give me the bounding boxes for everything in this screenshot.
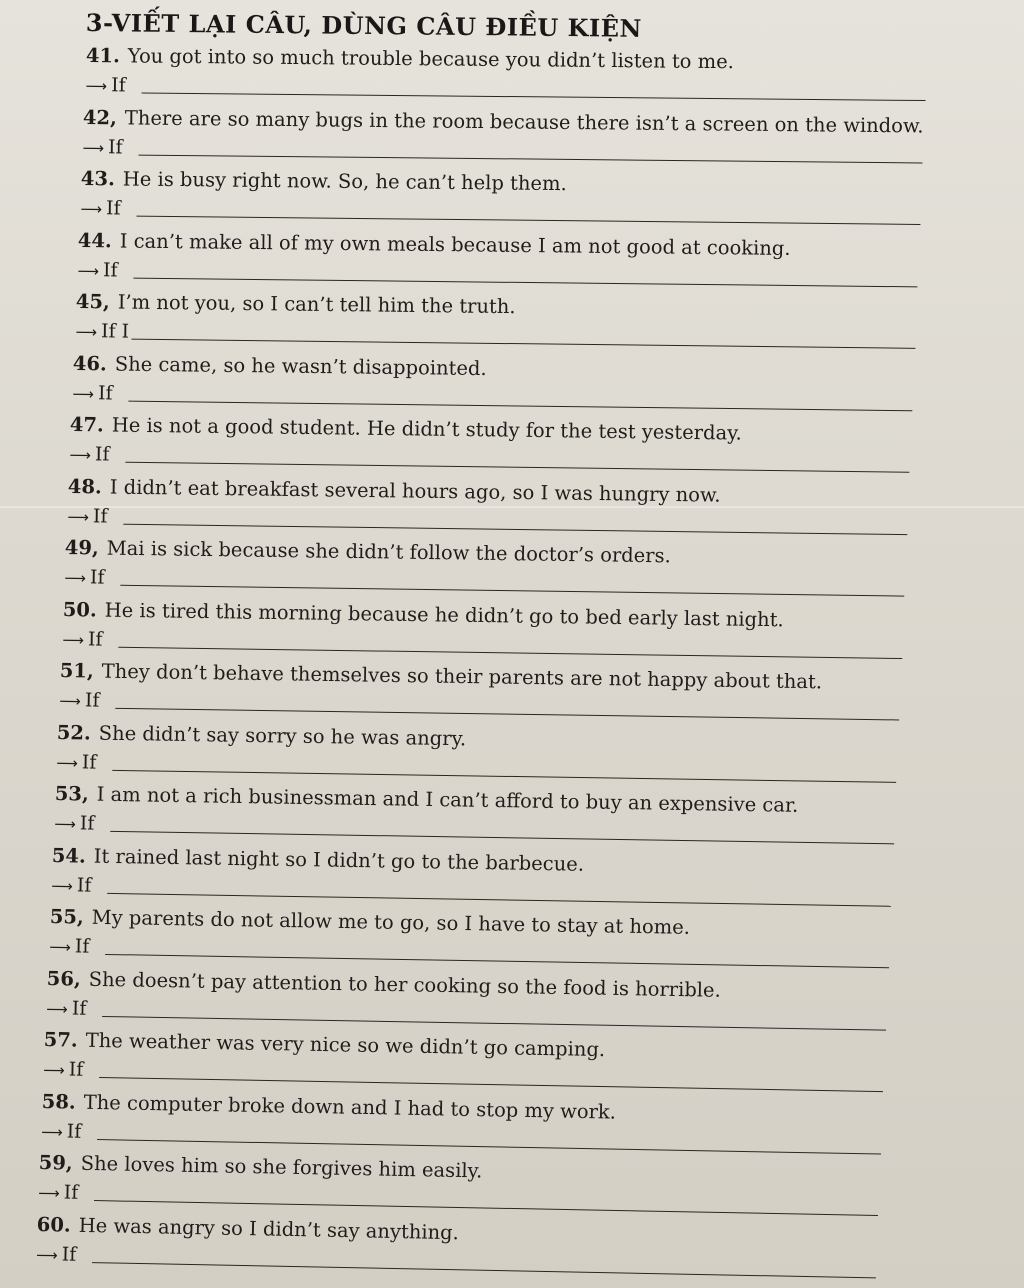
question-sentence: The weather was very nice so we didn’t go camping. bbox=[85, 1028, 606, 1062]
question-sentence: Mai is sick because she didn’t follow the doctor’s orders. bbox=[106, 536, 672, 568]
question-line bbox=[65, 536, 945, 572]
question-sentence: He is not a good student. He didn’t study for the test yesterday. bbox=[112, 413, 743, 445]
answer-blank-line[interactable] bbox=[136, 216, 920, 225]
question-line bbox=[78, 229, 958, 263]
exercise-item bbox=[62, 598, 943, 665]
answer-blank-line[interactable] bbox=[92, 1262, 876, 1278]
exercise-item bbox=[64, 536, 945, 602]
exercise-item bbox=[49, 905, 930, 974]
answer-blank-line[interactable] bbox=[118, 646, 902, 658]
answer-blank-line[interactable] bbox=[113, 769, 897, 782]
question-line bbox=[73, 352, 953, 387]
question-number: 57. bbox=[43, 1028, 79, 1052]
question-sentence: You got into so much trouble because you didn’t listen to me. bbox=[127, 44, 735, 74]
exercise-item bbox=[57, 721, 938, 789]
answer-blank-line[interactable] bbox=[94, 1200, 878, 1216]
question-sentence: There are so many bugs in the room because there isn’t a screen on the window. bbox=[125, 105, 925, 138]
question-sentence: He is busy right now. So, he can’t help them. bbox=[122, 167, 567, 196]
exercise-item bbox=[38, 1151, 919, 1222]
exercise-item bbox=[59, 659, 940, 726]
question-line bbox=[75, 290, 955, 324]
arrow-right-icon: ⟶ bbox=[64, 568, 87, 588]
arrow-right-icon: ⟶ bbox=[51, 876, 74, 895]
arrow-right-icon: ⟶ bbox=[77, 261, 100, 280]
answer-blank-line[interactable] bbox=[107, 892, 891, 906]
answer-blank-line[interactable] bbox=[102, 1015, 886, 1030]
answer-row bbox=[59, 689, 939, 726]
exercise-item bbox=[51, 844, 932, 912]
answer-blank-line[interactable] bbox=[142, 93, 926, 102]
answer-blank-line[interactable] bbox=[126, 462, 910, 473]
exercise-item bbox=[75, 290, 956, 354]
answer-row bbox=[64, 566, 944, 602]
exercise-item bbox=[67, 475, 948, 541]
arrow-right-icon: ⟶ bbox=[53, 814, 76, 834]
arrow-right-icon: ⟶ bbox=[82, 138, 105, 157]
question-line bbox=[83, 106, 963, 139]
exercise-item bbox=[36, 1213, 917, 1284]
arrow-right-icon: ⟶ bbox=[69, 445, 92, 465]
question-number: 42, bbox=[83, 105, 118, 129]
arrow-right-icon: ⟶ bbox=[72, 384, 95, 403]
answer-blank-line[interactable] bbox=[121, 585, 905, 597]
arrow-right-icon: ⟶ bbox=[46, 999, 68, 1018]
question-number: 43. bbox=[80, 167, 115, 191]
answer-prompt: If bbox=[66, 1119, 82, 1143]
question-sentence: I didn’t eat breakfast several hours ago, so I was hungry now. bbox=[109, 475, 721, 507]
arrow-right-icon: ⟶ bbox=[59, 691, 82, 711]
answer-row bbox=[67, 504, 947, 540]
exercise-item bbox=[54, 782, 935, 850]
arrow-right-icon: ⟶ bbox=[35, 1245, 58, 1264]
question-number: 58. bbox=[41, 1089, 76, 1114]
answer-prompt: If bbox=[82, 750, 97, 774]
answer-blank-line[interactable] bbox=[105, 954, 889, 968]
exercise-item bbox=[43, 1028, 924, 1098]
answer-row bbox=[70, 443, 950, 478]
answer-prompt: If bbox=[105, 197, 121, 220]
answer-prompt: If bbox=[89, 566, 105, 589]
answer-prompt: If bbox=[74, 935, 90, 958]
answer-blank-line[interactable] bbox=[97, 1139, 881, 1155]
question-sentence: She came, so he wasn’t disappointed. bbox=[114, 352, 487, 380]
question-sentence: I can’t make all of my own meals because I am not good at cooking. bbox=[119, 228, 791, 260]
arrow-right-icon: ⟶ bbox=[48, 937, 71, 957]
question-sentence: The computer broke down and I had to stop my work. bbox=[83, 1090, 616, 1124]
question-sentence: He was angry so I didn’t say anything. bbox=[78, 1213, 459, 1244]
answer-prompt: If bbox=[76, 873, 92, 897]
question-sentence: They don’t behave themselves so their parents are not happy about that. bbox=[101, 659, 823, 694]
question-sentence: She doesn’t pay attention to her cooking so the food is horrible. bbox=[88, 967, 721, 1002]
question-number: 53, bbox=[54, 782, 89, 806]
answer-prompt: If bbox=[97, 381, 113, 404]
arrow-right-icon: ⟶ bbox=[85, 76, 108, 96]
exercise-item bbox=[70, 413, 951, 478]
question-number: 51, bbox=[59, 659, 94, 683]
answer-prompt: If bbox=[63, 1181, 79, 1204]
question-number: 52. bbox=[57, 720, 92, 745]
answer-row bbox=[72, 381, 952, 416]
question-sentence: I am not a rich businessman and I can’t afford to buy an expensive car. bbox=[96, 782, 799, 817]
arrow-right-icon: ⟶ bbox=[38, 1183, 61, 1203]
question-number: 60. bbox=[36, 1212, 71, 1237]
answer-row bbox=[85, 74, 965, 106]
question-sentence: She loves him so she forgives him easily. bbox=[80, 1151, 483, 1183]
answer-row bbox=[78, 258, 958, 292]
question-number: 41. bbox=[85, 44, 120, 68]
answer-row bbox=[62, 627, 942, 664]
question-line bbox=[62, 598, 942, 635]
question-line bbox=[67, 475, 947, 511]
answer-blank-line[interactable] bbox=[128, 400, 912, 411]
page-title: 3-VIẾT LẠI CÂU, DÙNG CÂU ĐIỀU KIỆN bbox=[85, 8, 643, 43]
answer-blank-line[interactable] bbox=[110, 831, 894, 844]
exercise-item bbox=[83, 106, 964, 169]
answer-blank-line[interactable] bbox=[115, 708, 899, 721]
exercise-item bbox=[85, 44, 965, 106]
question-number: 46. bbox=[72, 351, 107, 375]
question-number: 59, bbox=[38, 1151, 74, 1175]
answer-prompt: If bbox=[92, 504, 108, 528]
arrow-right-icon: ⟶ bbox=[80, 199, 102, 219]
arrow-right-icon: ⟶ bbox=[67, 507, 89, 526]
question-number: 45, bbox=[75, 290, 110, 314]
answer-blank-line[interactable] bbox=[139, 154, 923, 163]
question-sentence: He is tired this morning because he didn’t go to bed early last night. bbox=[104, 598, 784, 631]
answer-row bbox=[83, 135, 963, 168]
question-number: 49, bbox=[64, 536, 100, 560]
arrow-right-icon: ⟶ bbox=[61, 630, 84, 649]
answer-prompt: If bbox=[103, 258, 118, 281]
arrow-right-icon: ⟶ bbox=[40, 1122, 63, 1141]
exercise-item bbox=[72, 352, 953, 417]
answer-prompt: If bbox=[79, 812, 95, 835]
answer-blank-line[interactable] bbox=[100, 1077, 884, 1092]
question-sentence: She didn’t say sorry so he was angry. bbox=[98, 721, 467, 750]
question-number: 55, bbox=[49, 905, 84, 929]
question-line bbox=[70, 413, 950, 448]
question-sentence: I’m not you, so I can’t tell him the truth. bbox=[117, 290, 516, 319]
answer-prompt: If I bbox=[100, 320, 129, 343]
arrow-right-icon: ⟶ bbox=[56, 753, 79, 772]
exercise-item bbox=[46, 967, 927, 1036]
answer-prompt: If bbox=[61, 1242, 77, 1266]
arrow-right-icon: ⟶ bbox=[74, 322, 97, 342]
question-line bbox=[86, 44, 966, 76]
answer-blank-line[interactable] bbox=[131, 339, 915, 349]
question-sentence: It rained last night so I didn’t go to the barbecue. bbox=[93, 844, 585, 876]
question-number: 47. bbox=[70, 413, 105, 437]
question-number: 56, bbox=[46, 966, 81, 991]
answer-prompt: If bbox=[108, 135, 124, 158]
answer-prompt: If bbox=[87, 627, 103, 651]
answer-blank-line[interactable] bbox=[134, 277, 918, 287]
answer-blank-line[interactable] bbox=[123, 523, 907, 534]
exercise-item bbox=[78, 229, 959, 293]
question-number: 48. bbox=[67, 474, 102, 498]
question-line bbox=[81, 167, 961, 200]
exercise-item bbox=[80, 167, 961, 230]
question-number: 50. bbox=[62, 597, 97, 621]
answer-prompt: If bbox=[95, 443, 111, 466]
answer-row bbox=[75, 320, 955, 354]
question-sentence: My parents do not allow me to go, so I have to stay at home. bbox=[91, 905, 690, 939]
answer-prompt: If bbox=[84, 689, 100, 712]
answer-prompt: If bbox=[71, 996, 87, 1020]
answer-prompt: If bbox=[68, 1058, 84, 1081]
answer-prompt: If bbox=[111, 74, 126, 97]
question-number: 44. bbox=[77, 228, 113, 252]
arrow-right-icon: ⟶ bbox=[43, 1060, 66, 1080]
exercise-item bbox=[41, 1090, 922, 1160]
answer-row bbox=[80, 197, 960, 230]
question-number: 54. bbox=[51, 843, 87, 868]
